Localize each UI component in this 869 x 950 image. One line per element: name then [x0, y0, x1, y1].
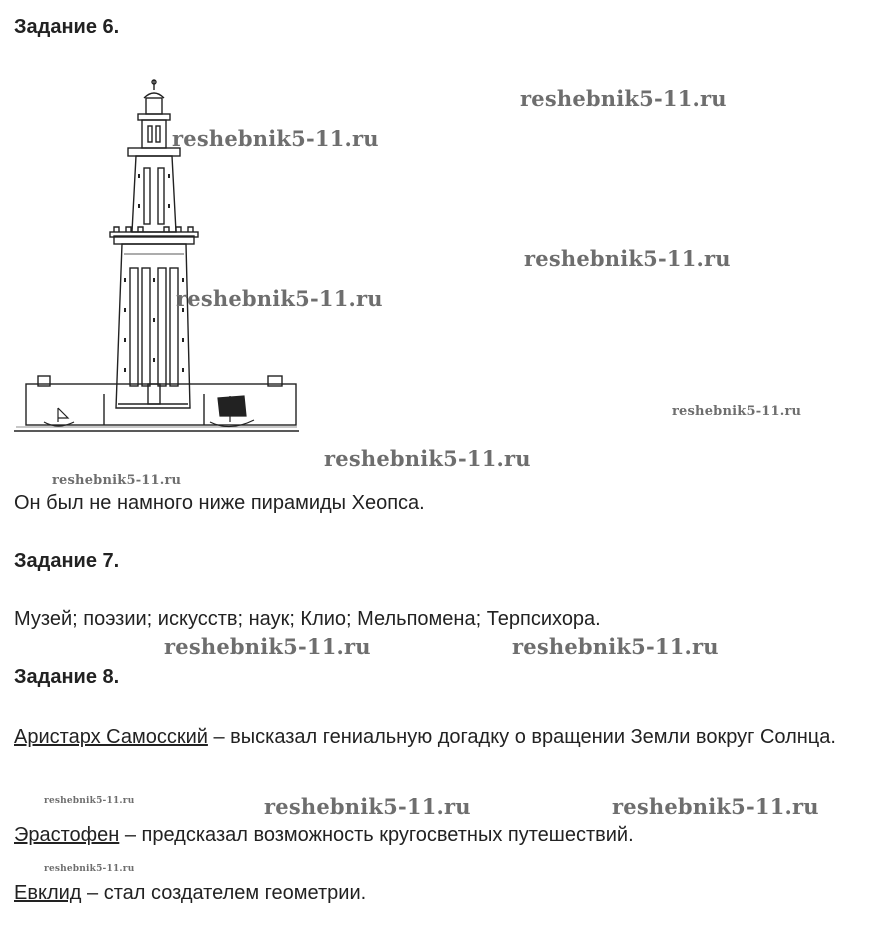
watermark: reshebnik5-11.ru [164, 634, 371, 659]
task8-item-aristarchus [14, 718, 864, 756]
task7-heading: Задание 7. [14, 550, 120, 572]
task8-item-euclid [14, 874, 864, 912]
watermark: reshebnik5-11.ru [44, 864, 135, 874]
watermark: reshebnik5-11.ru [672, 404, 802, 419]
watermark: reshebnik5-11.ru [524, 246, 731, 271]
watermark: reshebnik5-11.ru [44, 796, 135, 806]
term-aristarchus: Аристарх Самосский [14, 726, 208, 748]
watermark: reshebnik5-11.ru [176, 286, 383, 311]
watermark: reshebnik5-11.ru [512, 634, 719, 659]
watermark: reshebnik5-11.ru [520, 86, 727, 111]
watermark: reshebnik5-11.ru [172, 126, 379, 151]
watermark: reshebnik5-11.ru [324, 446, 531, 471]
task8-item-eratosthenes [14, 816, 864, 854]
task7-answer: Музей; поэзии; искусств; наук; Клио; Мельпомена; Терпсихора. [14, 608, 601, 630]
watermark: reshebnik5-11.ru [264, 794, 471, 819]
text-euclid: – стал создателем геометрии. [81, 882, 367, 904]
term-euclid: Евклид [14, 882, 82, 904]
text-eratosthenes: – предсказал возможность кругосветных путешествий. [119, 824, 634, 846]
task6-heading: Задание 6. [14, 16, 120, 38]
watermark: reshebnik5-11.ru [52, 473, 182, 488]
task6-answer: Он был не намного ниже пирамиды Хеопса. [14, 492, 425, 514]
text-aristarchus: – высказал гениальную догадку о вращении Земли вокруг Солнца. [207, 726, 836, 748]
watermark: reshebnik5-11.ru [612, 794, 819, 819]
term-eratosthenes: Эрастофен [14, 824, 120, 846]
task8-heading: Задание 8. [14, 666, 120, 688]
